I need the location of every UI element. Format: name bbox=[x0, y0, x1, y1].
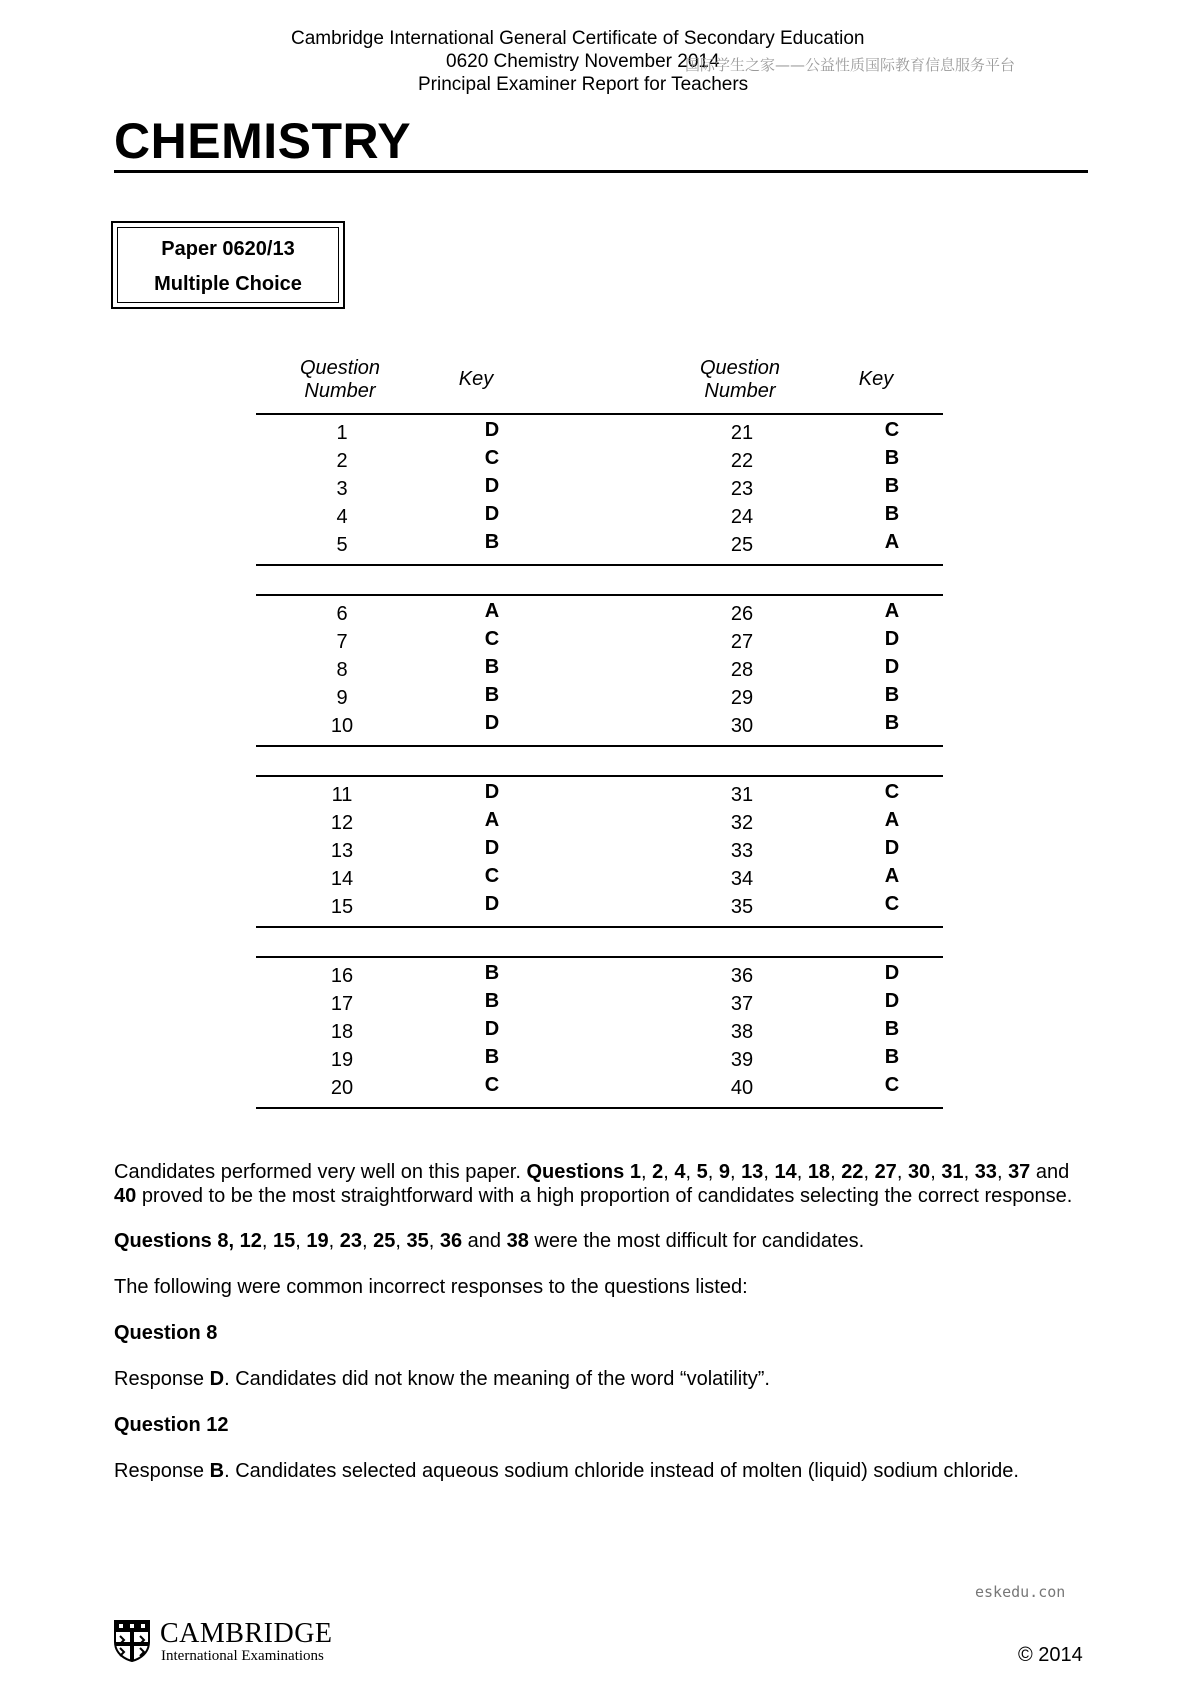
question-number: 24 bbox=[730, 506, 754, 528]
p1-and: and bbox=[1035, 1161, 1070, 1183]
table-row bbox=[256, 990, 943, 1020]
question-number: 20 bbox=[330, 1077, 354, 1099]
answer-key: D bbox=[884, 837, 900, 859]
question-ref: 33 bbox=[974, 1161, 997, 1183]
question-ref: 1 bbox=[629, 1161, 641, 1183]
question-12-heading: Question 12 bbox=[114, 1414, 229, 1436]
question-number: 22 bbox=[730, 450, 754, 472]
p1-last-question: 40 bbox=[114, 1185, 137, 1207]
answer-key: D bbox=[484, 781, 500, 803]
table-row bbox=[256, 837, 943, 867]
header-key-left: Key bbox=[458, 368, 494, 390]
cambridge-shield-icon bbox=[114, 1620, 150, 1662]
question-ref: 12 bbox=[239, 1230, 262, 1252]
answer-key: A bbox=[884, 600, 900, 622]
answer-key: B bbox=[484, 1046, 500, 1068]
question-number: 12 bbox=[330, 812, 354, 834]
question-ref: 15 bbox=[272, 1230, 296, 1252]
group-bottom-rule bbox=[256, 745, 943, 747]
answer-key: C bbox=[884, 781, 900, 803]
question-number: 17 bbox=[330, 993, 354, 1015]
p2-questions-label: Questions 8, bbox=[114, 1230, 235, 1252]
question-number: 6 bbox=[336, 603, 348, 625]
watermark-text: 国际学生之家——公益性质国际教育信息服务平台 bbox=[685, 56, 1016, 74]
group-top-rule bbox=[256, 775, 943, 777]
table-row bbox=[256, 712, 943, 742]
table-row bbox=[256, 503, 943, 533]
question-number: 10 bbox=[330, 715, 354, 737]
question-number: 29 bbox=[730, 687, 754, 709]
paper-box bbox=[111, 221, 345, 309]
question-ref: 18 bbox=[807, 1161, 831, 1183]
p1-easy-question-list: 1, 2, 4, 5, 9, 13, 14, 18, 22, 27, 30, 31, 33, 37 bbox=[629, 1161, 1031, 1183]
logo-subtitle: International Examinations bbox=[161, 1648, 324, 1664]
group-bottom-rule bbox=[256, 926, 943, 928]
question-number: 7 bbox=[336, 631, 348, 653]
answer-key: D bbox=[884, 990, 900, 1012]
question-ref: 31 bbox=[941, 1161, 964, 1183]
table-row bbox=[256, 1018, 943, 1048]
q12-response-letter: B bbox=[209, 1460, 225, 1482]
question-number: 32 bbox=[730, 812, 754, 834]
question-number: 35 bbox=[730, 896, 754, 918]
footer-site-text: eskedu.con bbox=[975, 1583, 1066, 1601]
question-number: 27 bbox=[730, 631, 754, 653]
q8-response-label: Response bbox=[114, 1368, 210, 1390]
p1-intro: Candidates performed very well on this paper. bbox=[114, 1161, 527, 1183]
answer-key: B bbox=[484, 990, 500, 1012]
question-ref: 25 bbox=[373, 1230, 396, 1252]
q12-response-text: . Candidates selected aqueous sodium chloride instead of molten (liquid) sodium chloride. bbox=[224, 1460, 1019, 1482]
table-row bbox=[256, 809, 943, 839]
question-number: 21 bbox=[730, 422, 754, 444]
question-ref: 37 bbox=[1008, 1161, 1031, 1183]
table-row bbox=[256, 684, 943, 714]
question-number: 25 bbox=[730, 534, 754, 556]
question-number: 18 bbox=[330, 1021, 354, 1043]
question-number: 28 bbox=[730, 659, 754, 681]
answer-key: D bbox=[884, 962, 900, 984]
answer-key: D bbox=[484, 419, 500, 441]
answer-key: B bbox=[884, 1018, 900, 1040]
question-number: 30 bbox=[730, 715, 754, 737]
question-number: 2 bbox=[336, 450, 348, 472]
logo-name: CAMBRIDGE bbox=[160, 1618, 333, 1649]
answer-key: C bbox=[484, 628, 500, 650]
answer-key: C bbox=[884, 419, 900, 441]
question-number: 37 bbox=[730, 993, 754, 1015]
question-number: 15 bbox=[330, 896, 354, 918]
answer-key: A bbox=[884, 809, 900, 831]
p2-hard-question-list: 12, 15, 19, 23, 25, 35, 36 bbox=[239, 1230, 463, 1252]
group-top-rule bbox=[256, 594, 943, 596]
paragraph-common-incorrect: The following were common incorrect responses to the questions listed: bbox=[114, 1276, 748, 1298]
group-top-rule bbox=[256, 956, 943, 958]
answer-key: D bbox=[484, 837, 500, 859]
table-row bbox=[256, 865, 943, 895]
answer-key: B bbox=[884, 1046, 900, 1068]
question-ref: 35 bbox=[406, 1230, 429, 1252]
question-ref: 5 bbox=[696, 1161, 708, 1183]
q8-response-letter: D bbox=[209, 1368, 225, 1390]
question-12-response bbox=[114, 1459, 1094, 1483]
table-row bbox=[256, 628, 943, 658]
p1-tail: proved to be the most straightforward with a high proportion of candidates selecting the correct response. bbox=[141, 1185, 1073, 1207]
group-bottom-rule bbox=[256, 564, 943, 566]
question-number: 38 bbox=[730, 1021, 754, 1043]
question-number: 39 bbox=[730, 1049, 754, 1071]
header-question-number-left: Question Number bbox=[299, 357, 381, 402]
question-number: 9 bbox=[336, 687, 348, 709]
p2-tail: were the most difficult for candidates. bbox=[534, 1230, 865, 1252]
question-ref: 22 bbox=[841, 1161, 864, 1183]
title-rule bbox=[114, 170, 1088, 173]
answer-key: A bbox=[484, 809, 500, 831]
answer-key: A bbox=[484, 600, 500, 622]
question-ref: 14 bbox=[774, 1161, 797, 1183]
question-number: 8 bbox=[336, 659, 348, 681]
question-ref: 23 bbox=[339, 1230, 362, 1252]
table-row bbox=[256, 962, 943, 992]
q12-response-label: Response bbox=[114, 1460, 210, 1482]
answer-key: B bbox=[884, 503, 900, 525]
question-number: 14 bbox=[330, 868, 354, 890]
question-ref: 27 bbox=[874, 1161, 897, 1183]
answer-key: B bbox=[884, 447, 900, 469]
group-top-rule bbox=[256, 413, 943, 415]
question-number: 16 bbox=[330, 965, 354, 987]
copyright: © 2014 bbox=[1018, 1644, 1083, 1666]
question-ref: 2 bbox=[652, 1161, 664, 1183]
question-ref: 36 bbox=[439, 1230, 463, 1252]
page-title: CHEMISTRY bbox=[114, 113, 412, 169]
question-number: 36 bbox=[730, 965, 754, 987]
table-row bbox=[256, 531, 943, 561]
header-key-right: Key bbox=[858, 368, 894, 390]
question-number: 19 bbox=[330, 1049, 354, 1071]
group-bottom-rule bbox=[256, 1107, 943, 1109]
paragraph-performance bbox=[114, 1160, 1094, 1208]
answer-key: D bbox=[484, 1018, 500, 1040]
question-number: 23 bbox=[730, 478, 754, 500]
answer-key: B bbox=[484, 684, 500, 706]
answer-key: D bbox=[884, 628, 900, 650]
answer-key: C bbox=[484, 865, 500, 887]
paper-type: Multiple Choice bbox=[154, 273, 302, 295]
question-ref: 19 bbox=[306, 1230, 329, 1252]
table-row bbox=[256, 893, 943, 923]
answer-key: A bbox=[884, 865, 900, 887]
table-row bbox=[256, 600, 943, 630]
table-row bbox=[256, 1046, 943, 1076]
answer-key: C bbox=[884, 893, 900, 915]
p1-questions-label: Questions bbox=[526, 1161, 625, 1183]
answer-key: D bbox=[484, 475, 500, 497]
answer-key: B bbox=[884, 684, 900, 706]
answer-key: C bbox=[884, 1074, 900, 1096]
question-number: 26 bbox=[730, 603, 754, 625]
answer-key: D bbox=[484, 503, 500, 525]
answer-key: B bbox=[884, 712, 900, 734]
header-line-1: Cambridge International General Certificate of Secondary Education bbox=[291, 28, 865, 49]
question-number: 31 bbox=[730, 784, 754, 806]
table-row bbox=[256, 781, 943, 811]
cambridge-logo bbox=[114, 1618, 364, 1668]
question-number: 1 bbox=[336, 422, 348, 444]
p2-and: and bbox=[467, 1230, 502, 1252]
question-8-heading: Question 8 bbox=[114, 1322, 218, 1344]
answer-key: C bbox=[484, 1074, 500, 1096]
answer-key: B bbox=[484, 531, 500, 553]
question-8-response bbox=[114, 1367, 1094, 1391]
answer-key: D bbox=[884, 656, 900, 678]
table-row bbox=[256, 1074, 943, 1104]
answer-key: D bbox=[484, 712, 500, 734]
q8-response-text: . Candidates did not know the meaning of the word “volatility”. bbox=[224, 1368, 770, 1390]
table-row bbox=[256, 475, 943, 505]
question-number: 33 bbox=[730, 840, 754, 862]
question-ref: 9 bbox=[718, 1161, 730, 1183]
question-ref: 4 bbox=[674, 1161, 686, 1183]
header-line-3: Principal Examiner Report for Teachers bbox=[418, 74, 749, 95]
table-row bbox=[256, 447, 943, 477]
answer-key: C bbox=[484, 447, 500, 469]
answer-key: B bbox=[484, 962, 500, 984]
table-row bbox=[256, 656, 943, 686]
question-number: 11 bbox=[331, 784, 353, 806]
header-line-2: 0620 Chemistry November 2014 bbox=[446, 51, 720, 72]
answer-key: B bbox=[484, 656, 500, 678]
question-number: 13 bbox=[330, 840, 354, 862]
question-number: 4 bbox=[336, 506, 348, 528]
question-number: 5 bbox=[336, 534, 348, 556]
header-question-number-right: Question Number bbox=[699, 357, 781, 402]
question-ref: 13 bbox=[741, 1161, 764, 1183]
paragraph-difficult bbox=[114, 1229, 1094, 1253]
answer-key: B bbox=[884, 475, 900, 497]
table-row bbox=[256, 419, 943, 449]
question-number: 40 bbox=[730, 1077, 754, 1099]
question-ref: 30 bbox=[907, 1161, 931, 1183]
answer-key: D bbox=[484, 893, 500, 915]
question-number: 3 bbox=[336, 478, 348, 500]
p2-last-question: 38 bbox=[506, 1230, 529, 1252]
paper-code: Paper 0620/13 bbox=[161, 238, 295, 260]
question-number: 34 bbox=[730, 868, 754, 890]
answer-key: A bbox=[884, 531, 900, 553]
